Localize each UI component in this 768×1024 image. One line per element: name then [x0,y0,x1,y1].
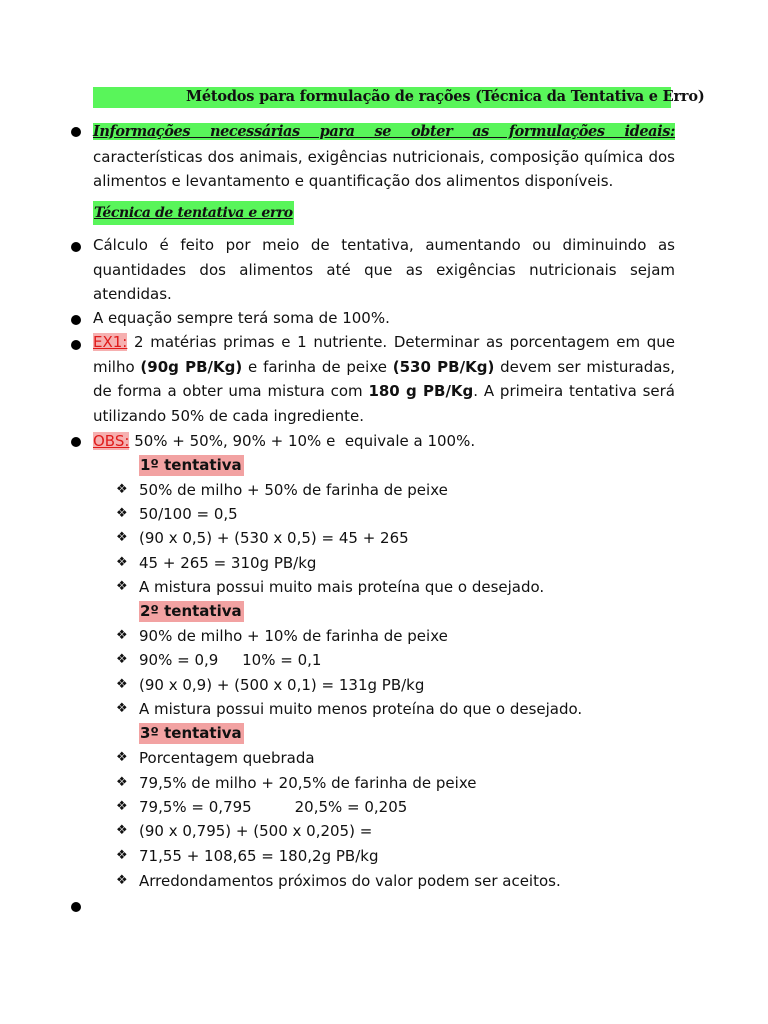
diamond-bullet-icon: ❖ [116,482,128,497]
diamond-bullet-icon: ❖ [116,677,128,692]
tentativa-3-item: 79,5% = 0,795 20,5% = 0,205 [139,798,408,816]
ex1-bold-milho: (90g PB/Kg) [140,357,243,376]
intro-paragraph [93,119,675,194]
diamond-bullet-icon: ❖ [116,799,128,814]
calculo-paragraph: Cálculo é feito por meio de tentativa, aumentando ou diminuindo as quantidades dos alimentos até que as exigências nutricionais sejam atendidas. [93,236,675,303]
section-subheading: Técnica de tentativa e erro [93,201,294,225]
obs-text: 50% + 50%, 90% + 10% e equivale a 100%. [129,432,476,450]
diamond-bullet-icon: ❖ [116,775,128,790]
tentativa-1-heading: 1º tentativa [140,456,242,474]
diamond-bullet-icon: ❖ [116,823,128,838]
equacao-paragraph: A equação sempre terá soma de 100%. [93,309,390,327]
tentativa-1-item: 50/100 = 0,5 [139,505,238,523]
intro-heading: Informações necessárias para se obter as formulações ideais: [93,123,675,140]
tentativa-3-item: 71,55 + 108,65 = 180,2g PB/kg [139,847,379,865]
tentativa-2-item: 90% = 0,9 10% = 0,1 [139,651,322,669]
diamond-bullet-icon: ❖ [116,701,128,716]
tentativa-3-item: 79,5% de milho + 20,5% de farinha de peixe [139,774,477,792]
tentativa-3-heading: 3º tentativa [140,724,242,742]
ex1-text-2: e farinha de peixe [242,357,393,376]
diamond-bullet-icon: ❖ [116,848,128,863]
ex1-label: EX1: [93,333,128,351]
bullet-dot [71,242,81,252]
diamond-bullet-icon: ❖ [116,506,128,521]
tentativa-1-item: 50% de milho + 50% de farinha de peixe [139,481,448,499]
ex1-text-4: . A primeira tentativa será utilizando 50% de cada ingrediente. [93,382,675,425]
diamond-bullet-icon: ❖ [116,652,128,667]
tentativa-2-item: (90 x 0,9) + (500 x 0,1) = 131g PB/kg [139,676,425,694]
diamond-bullet-icon: ❖ [116,628,128,643]
tentativa-2-heading: 2º tentativa [140,602,242,620]
tentativa-3-item: Arredondamentos próximos do valor podem ser aceitos. [139,872,561,890]
diamond-bullet-icon: ❖ [116,555,128,570]
diamond-bullet-icon: ❖ [116,873,128,888]
obs-paragraph [93,429,475,453]
ex1-paragraph [93,330,675,428]
bullet-dot [71,315,81,325]
tentativa-2-item: 90% de milho + 10% de farinha de peixe [139,627,448,645]
intro-text: características dos animais, exigências nutricionais, composição química dos alimentos e levantamento e quantificação dos alimentos disponíveis. [93,147,675,190]
ex1-bold-mistura: 180 g PB/Kg [368,382,474,400]
tentativa-1-item: A mistura possui muito mais proteína que o desejado. [139,578,545,596]
tentativa-1-item: 45 + 265 = 310g PB/kg [139,554,317,572]
document-title: Métodos para formulação de rações (Técnica da Tentativa e Erro) [186,88,705,105]
tentativa-1-item: (90 x 0,5) + (530 x 0,5) = 45 + 265 [139,529,409,547]
bullet-dot [71,902,81,912]
diamond-bullet-icon: ❖ [116,530,128,545]
ex1-text-1: 2 matérias primas e 1 nutriente. Determinar as porcentagem em que milho [93,333,675,376]
ex1-text-3: devem ser misturadas, de forma a obter uma mistura com [93,357,675,400]
bullet-dot [71,127,81,137]
bullet-dot [71,437,81,447]
diamond-bullet-icon: ❖ [116,750,128,765]
tentativa-2-item: A mistura possui muito menos proteína do que o desejado. [139,700,583,718]
obs-label: OBS: [93,432,130,450]
tentativa-3-item: Porcentagem quebrada [139,749,315,767]
tentativa-3-item: (90 x 0,795) + (500 x 0,205) = [139,822,373,840]
diamond-bullet-icon: ❖ [116,579,128,594]
ex1-bold-peixe: (530 PB/Kg) [392,357,495,376]
bullet-dot [71,340,81,350]
